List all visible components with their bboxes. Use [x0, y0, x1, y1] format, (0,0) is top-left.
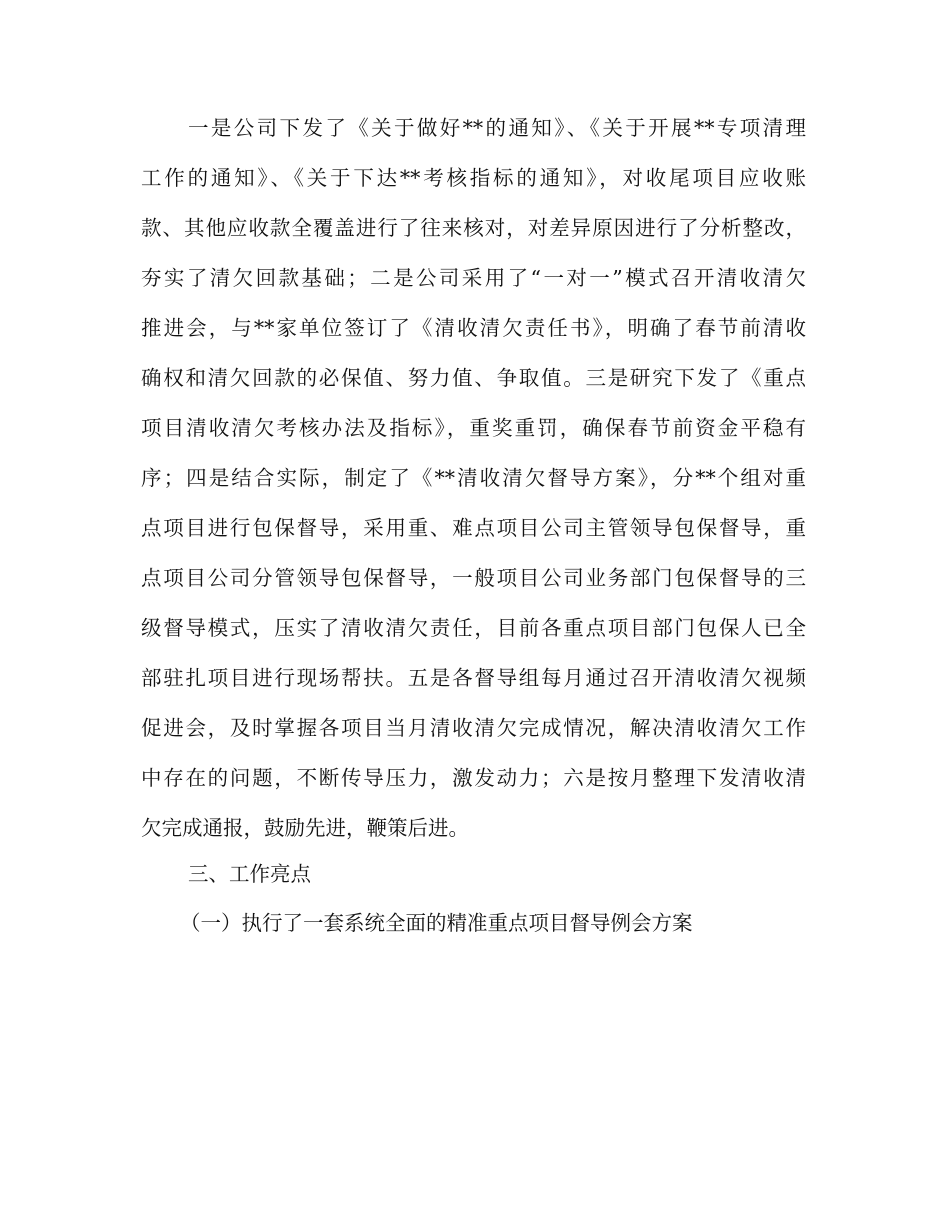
paragraph-line: 中存在的问题，不断传导压力，激发动力；六是按月整理下发清收清: [141, 766, 806, 790]
paragraph-line: 一是公司下发了《关于做好**的通知》、《关于开展**专项清理: [188, 116, 806, 140]
paragraph-line: 部驻扎项目进行现场帮扶。五是各督导组每月通过召开清收清欠视频: [141, 666, 806, 690]
paragraph-line: 夯实了清欠回款基础；二是公司采用了“一对一”模式召开清收清欠: [141, 266, 806, 290]
subsection-heading: （一）执行了一套系统全面的精准重点项目督导例会方案: [180, 911, 693, 935]
paragraph-line: 工作的通知》、《关于下达**考核指标的通知》，对收尾项目应收账: [141, 166, 806, 190]
paragraph-line: 项目清收清欠考核办法及指标》，重奖重罚，确保春节前资金平稳有: [141, 416, 806, 440]
section-heading: 三、工作亮点: [188, 862, 311, 886]
paragraph-line: 序；四是结合实际，制定了《**清收清欠督导方案》，分**个组对重: [141, 466, 806, 490]
paragraph-line: 点项目进行包保督导，采用重、难点项目公司主管领导包保督导，重: [141, 516, 806, 540]
paragraph-line: 推进会，与**家单位签订了《清收清欠责任书》，明确了春节前清收: [141, 316, 806, 340]
paragraph-line: 促进会，及时掌握各项目当月清收清欠完成情况，解决清收清欠工作: [141, 716, 806, 740]
paragraph-line: 确权和清欠回款的必保值、努力值、争取值。三是研究下发了《重点: [141, 366, 806, 390]
paragraph-line: 欠完成通报，鼓励先进，鞭策后进。: [141, 816, 469, 840]
paragraph-line: 点项目公司分管领导包保督导，一般项目公司业务部门包保督导的三: [141, 566, 806, 590]
paragraph-line: 级督导模式，压实了清收清欠责任，目前各重点项目部门包保人已全: [141, 616, 806, 640]
paragraph-line: 款、其他应收款全覆盖进行了往来核对，对差异原因进行了分析整改，: [141, 216, 806, 240]
